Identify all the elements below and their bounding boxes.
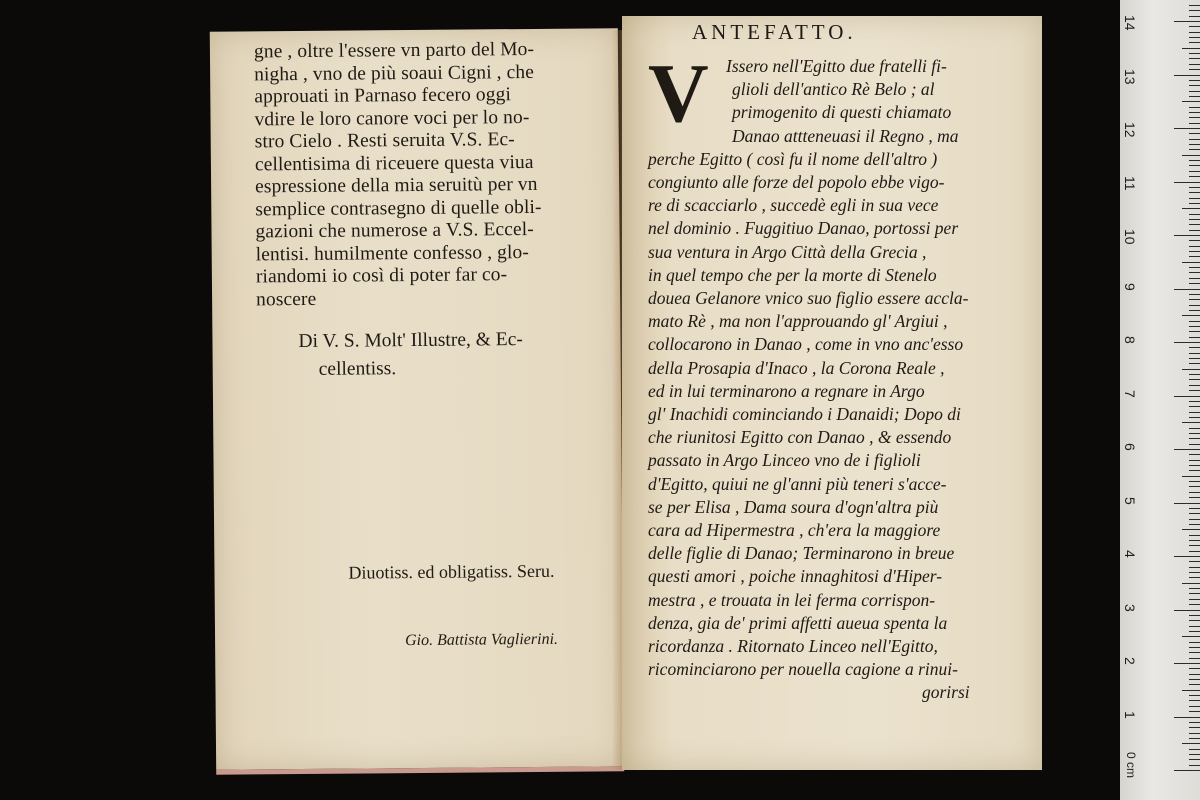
ruler-tick (1174, 449, 1200, 450)
ruler-tick (1189, 278, 1200, 279)
right-text-line: gl' Inachidi cominciando i Danaidi; Dopo di (648, 404, 961, 424)
right-text-line: passato in Argo Linceo vno de i figlioli (648, 450, 921, 471)
right-text-line: Danao attteneuasi il Regno , ma (732, 125, 959, 146)
ruler-tick (1182, 743, 1200, 744)
ruler-tick (1174, 717, 1200, 718)
ruler-number: 11 (1122, 175, 1138, 191)
ruler-number: 13 (1122, 68, 1138, 85)
ruler-number: 6 (1122, 443, 1138, 451)
ruler-tick (1189, 561, 1200, 562)
ruler-number: 2 (1122, 657, 1138, 665)
closing-line-1: Di V. S. Molt' Illustre, & Ec- (298, 329, 523, 353)
ruler-number: 7 (1122, 389, 1138, 398)
ruler-number: 1 (1122, 710, 1138, 719)
ruler-tick (1189, 652, 1200, 653)
ruler-number: 14 (1122, 15, 1138, 31)
right-text-line: questi amori , poiche innaghitosi d'Hiper- (648, 566, 943, 587)
ruler-tick (1189, 80, 1200, 81)
ruler-tick (1182, 262, 1200, 263)
ruler-tick (1189, 513, 1200, 514)
ruler-tick (1189, 754, 1200, 755)
ruler-tick (1189, 577, 1200, 578)
ruler-tick (1189, 508, 1200, 509)
ruler-tick (1189, 486, 1200, 487)
right-text-line: in quel tempo che per la morte di Stenelo (648, 264, 937, 285)
ruler-tick (1174, 21, 1200, 22)
right-text-line: primogenito di questi chiamato (732, 102, 952, 123)
ruler-tick (1189, 112, 1200, 113)
ruler-tick (1182, 422, 1200, 423)
ruler-tick (1189, 187, 1200, 188)
right-text-line: collocarono in Danao , come in vno anc'esso (648, 334, 964, 355)
ruler-number: 10 (1122, 229, 1138, 245)
ruler-tick (1189, 620, 1200, 621)
ruler-tick (1174, 396, 1200, 397)
drop-cap: V (648, 47, 709, 140)
ruler-tick (1189, 219, 1200, 220)
right-text-line: perche Egitto ( così fu il nome dell'altro ) (648, 148, 938, 169)
ruler-tick (1189, 91, 1200, 92)
ruler-tick (1189, 642, 1200, 643)
ruler-tick (1189, 16, 1200, 17)
ruler-tick (1182, 369, 1200, 370)
ruler-tick (1174, 75, 1200, 76)
ruler-tick (1189, 631, 1200, 632)
ruler-tick (1189, 58, 1200, 59)
ruler-tick (1189, 765, 1200, 766)
right-text-line: mato Rè , ma non l'approuando gl' Argiui , (648, 311, 948, 332)
left-page-text (210, 28, 618, 310)
ruler-tick (1189, 272, 1200, 273)
ruler-tick (1189, 251, 1200, 252)
ruler-tick (1189, 299, 1200, 300)
ruler-tick (1189, 240, 1200, 241)
right-page (622, 16, 1042, 770)
ruler-tick (1189, 107, 1200, 108)
ruler-number: 12 (1122, 122, 1138, 138)
right-text-line: che riunitosi Egitto con Danao , & essendo (648, 427, 952, 448)
ruler-tick (1189, 524, 1200, 525)
ruler-number: 5 (1122, 496, 1138, 505)
right-text-line: delle figlie di Danao; Terminarono in breue (648, 543, 955, 564)
ruler-tick (1189, 10, 1200, 11)
ruler-tick (1174, 342, 1200, 343)
ruler-tick (1189, 171, 1200, 172)
right-text-line: nel dominio . Fuggitiuo Danao, portossi per (648, 218, 959, 239)
ruler-tick (1189, 658, 1200, 659)
ruler-tick (1189, 679, 1200, 680)
ruler-tick (1182, 636, 1200, 637)
ruler-tick (1189, 42, 1200, 43)
left-text-line: approuati in Parnaso fecero oggi (254, 84, 512, 108)
ruler-tick (1189, 32, 1200, 33)
ruler-tick (1174, 770, 1200, 771)
ruler-tick (1189, 230, 1200, 231)
ruler-tick (1182, 583, 1200, 584)
left-text-line: vdire le loro canore voci per lo no- (254, 106, 530, 130)
valediction: Diuotiss. ed obligatiss. Seru. (348, 560, 555, 583)
ruler-tick (1189, 69, 1200, 70)
left-text-line: semplice contrasegno di quelle obli- (255, 196, 542, 220)
left-text-line: nigha , vno de più soaui Cigni , che (254, 61, 535, 85)
ruler-tick (1174, 235, 1200, 236)
ruler-tick (1189, 144, 1200, 145)
ruler-tick (1189, 428, 1200, 429)
right-text-line: della Prosapia d'Inaco , la Corona Reale , (648, 357, 945, 378)
right-text-line: ricominciarono per nouella cagione a rinui- (648, 659, 958, 680)
ruler-tick (1189, 256, 1200, 257)
right-text-line: ricordanza . Ritornato Linceo nell'Egitto, (648, 636, 938, 656)
ruler-tick (1182, 155, 1200, 156)
ruler-tick (1189, 470, 1200, 471)
ruler-tick (1189, 444, 1200, 445)
ruler-tick (1189, 540, 1200, 541)
ruler-tick (1189, 390, 1200, 391)
ruler-tick (1189, 85, 1200, 86)
ruler-tick (1189, 615, 1200, 616)
ruler-tick (1182, 529, 1200, 530)
ruler-tick (1189, 711, 1200, 712)
ruler-tick (1189, 26, 1200, 27)
ruler-tick (1189, 567, 1200, 568)
ruler-tick (1182, 48, 1200, 49)
ruler-tick (1189, 668, 1200, 669)
ruler-tick (1189, 438, 1200, 439)
ruler-tick (1189, 160, 1200, 161)
ruler-tick (1189, 604, 1200, 605)
ruler-tick (1189, 214, 1200, 215)
ruler-tick (1189, 310, 1200, 311)
ruler-tick (1174, 128, 1200, 129)
ruler-tick (1189, 176, 1200, 177)
ruler-tick (1189, 722, 1200, 723)
ruler-tick (1189, 337, 1200, 338)
left-text-line: gazioni che numerose a V.S. Eccel- (255, 218, 534, 243)
ruler-number: 8 (1122, 336, 1138, 344)
ruler-number: 4 (1122, 550, 1138, 558)
ruler-tick (1189, 572, 1200, 573)
left-text-line: espressione della mia seruitù per vn (255, 173, 538, 198)
ruler-tick (1189, 700, 1200, 701)
ruler-tick (1189, 626, 1200, 627)
scale-ruler (1120, 0, 1200, 800)
ruler-tick (1189, 738, 1200, 739)
ruler-tick (1189, 165, 1200, 166)
ruler-tick (1189, 759, 1200, 760)
right-text-line: Issero nell'Egitto due fratelli fi- (726, 56, 947, 76)
ruler-tick (1189, 246, 1200, 247)
ruler-tick (1174, 289, 1200, 290)
ruler-tick (1189, 593, 1200, 594)
right-text-line: douea Gelanore vnico suo figlio essere accla- (648, 288, 969, 308)
ruler-tick (1189, 192, 1200, 193)
ruler-tick (1182, 476, 1200, 477)
ruler-tick (1189, 417, 1200, 418)
ruler-number: 9 (1122, 282, 1138, 291)
left-page (210, 28, 624, 775)
ruler-tick (1189, 5, 1200, 6)
left-text-line: lentisi. humilmente confesso , glo- (255, 241, 530, 265)
ruler-tick (1189, 492, 1200, 493)
left-text-line: stro Cielo . Resti seruita V.S. Ec- (254, 129, 515, 153)
ruler-tick (1189, 353, 1200, 354)
ruler-tick (1189, 465, 1200, 466)
right-text-line: re di scacciarlo , succedè egli in sua vece (648, 195, 939, 216)
ruler-tick (1174, 610, 1200, 611)
ruler-tick (1189, 149, 1200, 150)
ruler-tick (1189, 674, 1200, 675)
ruler-tick (1189, 599, 1200, 600)
left-text-line: cellentisima di riceuere questa viua (254, 151, 534, 175)
ruler-tick (1189, 535, 1200, 536)
ruler-tick (1189, 224, 1200, 225)
ruler-number: 3 (1122, 603, 1138, 612)
ruler-tick (1189, 379, 1200, 380)
ruler-tick (1189, 588, 1200, 589)
right-text-line: ed in lui terminarono a regnare in Argo (648, 380, 925, 401)
ruler-tick (1189, 347, 1200, 348)
ruler-tick (1189, 406, 1200, 407)
ruler-tick (1189, 385, 1200, 386)
ruler-tick (1189, 321, 1200, 322)
ruler-tick (1189, 198, 1200, 199)
ruler-tick (1174, 663, 1200, 664)
section-heading: ANTEFATTO. (692, 20, 857, 44)
left-text-line: noscere (256, 288, 317, 310)
ruler-tick (1189, 481, 1200, 482)
ruler-tick (1182, 208, 1200, 209)
right-text-line: denza, gia de' primi affetti aueua spenta la (648, 612, 948, 633)
right-text-line: mestra , e trouata in lei ferma corrispon- (648, 589, 936, 610)
right-text-line: d'Egitto, quiui ne gl'anni più teneri s'acce- (648, 473, 947, 494)
ruler-tick (1189, 123, 1200, 124)
ruler-tick (1189, 545, 1200, 546)
ruler-tick (1182, 690, 1200, 691)
right-text-line: glioli dell'antico Rè Belo ; al (732, 79, 935, 100)
left-text-line: riandomi io così di poter far co- (255, 264, 508, 288)
signature: Gio. Battista Vaglierini. (405, 630, 559, 650)
ruler-tick (1189, 519, 1200, 520)
ruler-tick (1189, 53, 1200, 54)
ruler-tick (1189, 401, 1200, 402)
ruler-tick (1189, 374, 1200, 375)
ruler-tick (1189, 133, 1200, 134)
ruler-tick (1189, 267, 1200, 268)
ruler-tick (1189, 331, 1200, 332)
ruler-tick (1174, 182, 1200, 183)
ruler-tick (1189, 294, 1200, 295)
right-text-line: cara ad Hipermestra , ch'era la maggiore (648, 520, 941, 540)
ruler-tick (1189, 454, 1200, 455)
ruler-tick (1182, 315, 1200, 316)
ruler-tick (1189, 749, 1200, 750)
right-text-line: gorirsi (922, 682, 970, 703)
left-text-line: gne , oltre l'essere vn parto del Mo- (253, 38, 535, 63)
ruler-tick (1189, 647, 1200, 648)
ruler-tick (1189, 497, 1200, 498)
ruler-tick (1189, 37, 1200, 38)
right-text-line: se per Elisa , Dama soura d'ogn'altra più (648, 496, 939, 517)
ruler-tick (1189, 684, 1200, 685)
ruler-tick (1189, 96, 1200, 97)
ruler-tick (1189, 733, 1200, 734)
ruler-tick (1174, 556, 1200, 557)
ruler-tick (1189, 727, 1200, 728)
ruler-tick (1189, 551, 1200, 552)
ruler-tick (1189, 460, 1200, 461)
ruler-tick (1189, 117, 1200, 118)
ruler-tick (1182, 101, 1200, 102)
ruler-tick (1189, 326, 1200, 327)
ruler-tick (1189, 363, 1200, 364)
ruler-tick (1189, 139, 1200, 140)
ruler-tick (1189, 412, 1200, 413)
ruler-tick (1189, 203, 1200, 204)
ruler-tick (1189, 64, 1200, 65)
ruler-tick (1189, 706, 1200, 707)
ruler-tick (1189, 358, 1200, 359)
ruler-tick (1189, 433, 1200, 434)
ruler-tick (1189, 283, 1200, 284)
right-text-line: sua ventura in Argo Città della Grecia , (648, 241, 927, 262)
closing-line-2: cellentiss. (318, 358, 397, 380)
ruler-tick (1174, 503, 1200, 504)
right-text-line: congiunto alle forze del popolo ebbe vigo- (648, 172, 945, 192)
ruler-tick (1189, 695, 1200, 696)
ruler-tick (1189, 305, 1200, 306)
ruler-unit-label: 0 cm (1124, 752, 1138, 779)
